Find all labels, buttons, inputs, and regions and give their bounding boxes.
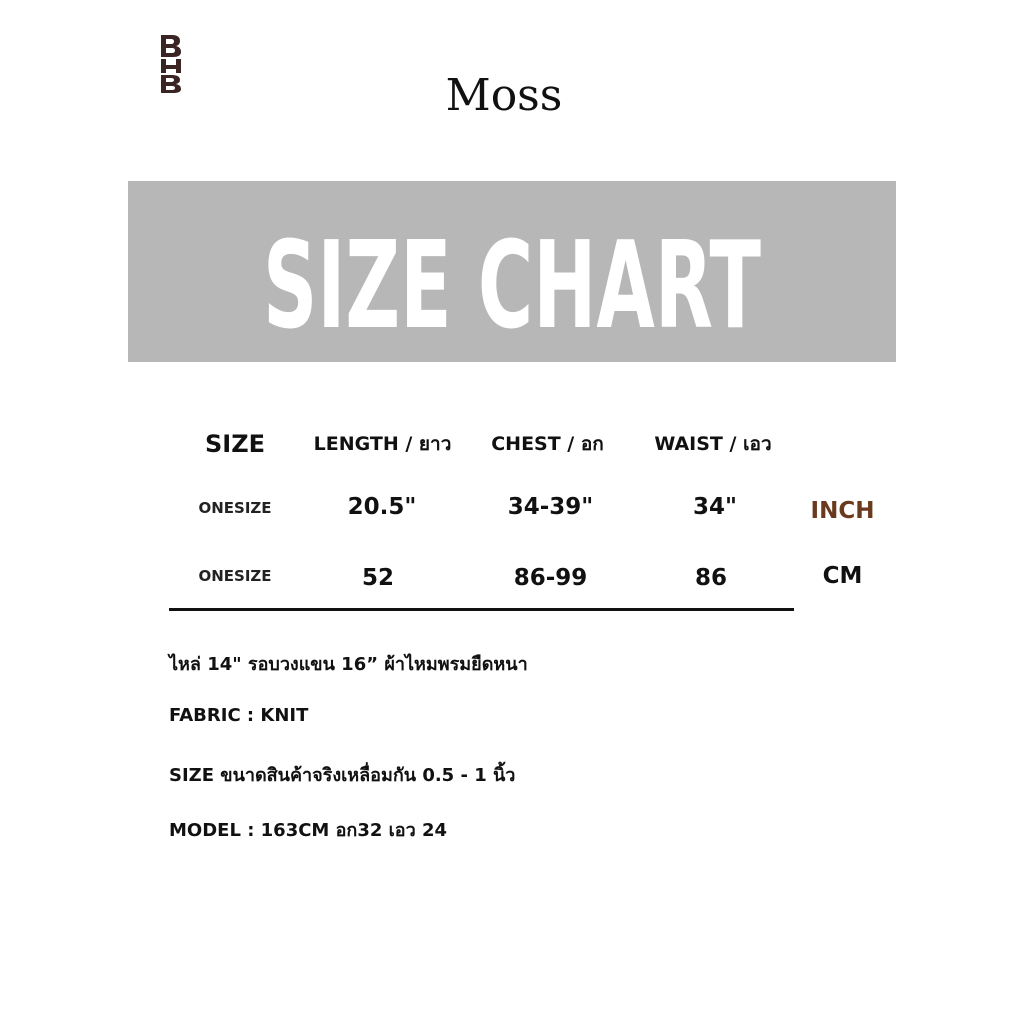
header-waist: WAIST / เอว [654,433,772,455]
header-size: SIZE [204,430,265,458]
row-size-label: ONESIZE [198,499,272,517]
banner-title: SIZE CHART [263,217,762,356]
note-size-tolerance: SIZE ขนาดสินค้าจริงเหลื่อมกัน 0.5 - 1 นิ้ว [169,765,516,786]
note-fabric: FABRIC : KNIT [169,705,309,726]
product-name: Moss [445,70,563,121]
row-length-value: 20.5" [347,494,417,520]
row-length-value: 52 [361,565,394,591]
row-waist-value: 34" [693,494,737,520]
unit-label-inch: INCH [810,498,875,524]
table-divider [169,608,794,611]
header-length: LENGTH / ยาว [313,433,452,455]
row-chest-value: 34-39" [507,494,594,520]
row-size-label: ONESIZE [198,567,272,585]
row-chest-value: 86-99 [513,565,588,591]
size-chart-banner [128,181,896,362]
header-chest: CHEST / อก [491,433,604,455]
row-waist-value: 86 [694,565,727,591]
note-model: MODEL : 163CM อก32 เอว 24 [169,820,448,841]
note-shoulder-armhole: ไหล่ 14" รอบวงแขน 16” ผ้าไหมพรมยืดหนา [169,654,528,675]
unit-label-cm: CM [822,563,863,589]
